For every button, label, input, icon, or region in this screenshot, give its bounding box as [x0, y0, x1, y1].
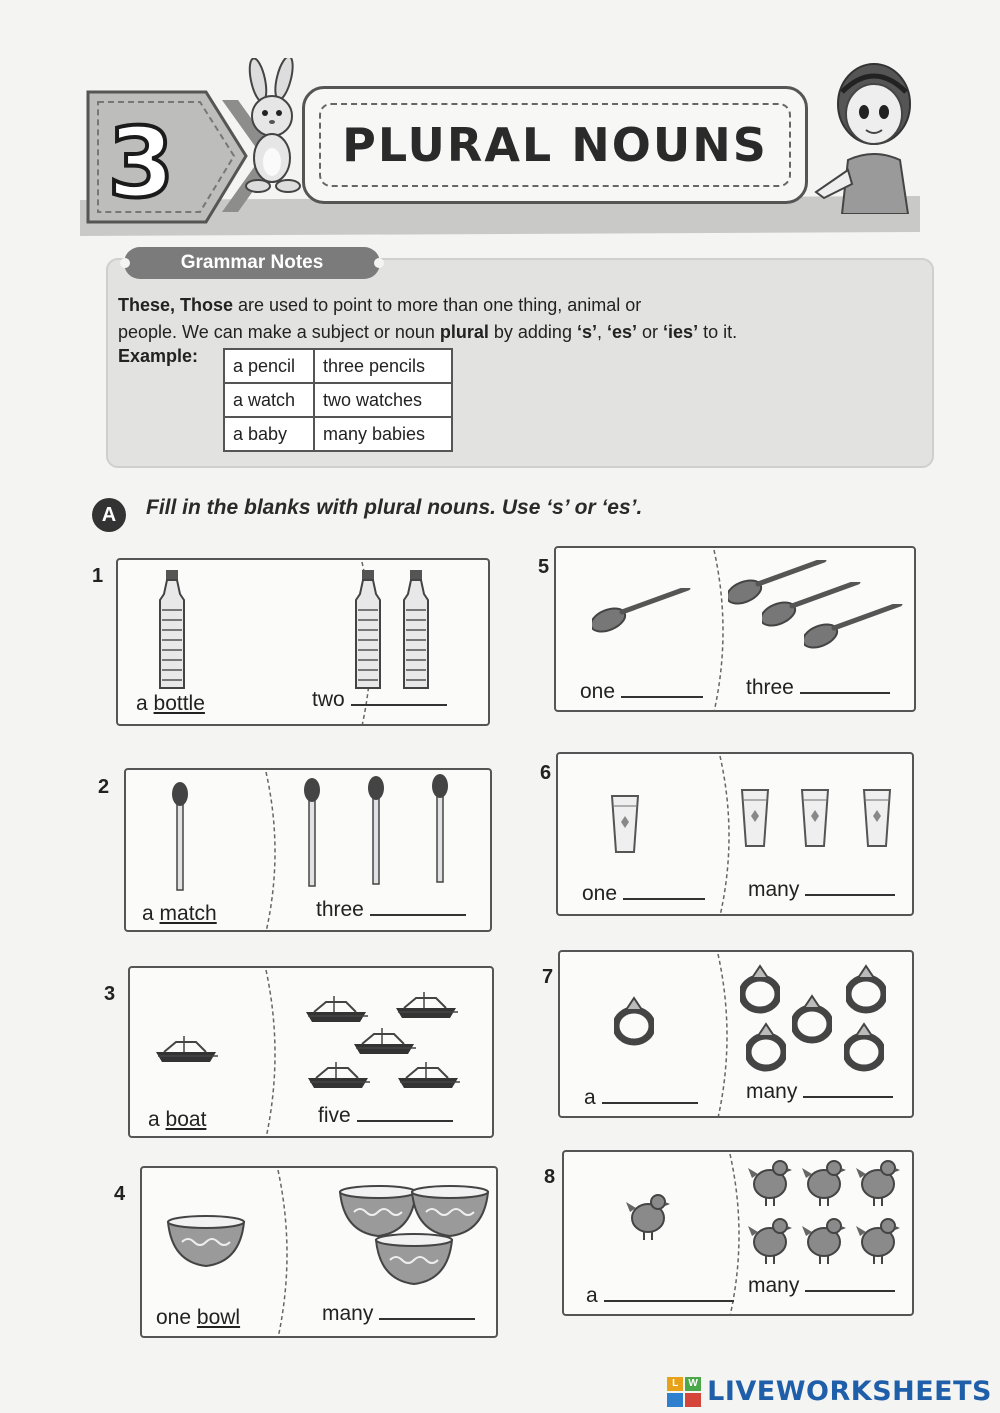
singular-label: one bowl — [156, 1306, 241, 1329]
singular-noun: match — [159, 902, 217, 925]
spoon-icon — [592, 588, 692, 638]
table-row — [224, 383, 452, 417]
answer-blank[interactable] — [803, 1080, 893, 1098]
hen-icon — [626, 1194, 672, 1242]
suffix-ies: ‘ies’ — [663, 322, 699, 342]
question-number: 1 — [92, 565, 104, 587]
plural-answer: many — [322, 1302, 475, 1326]
exercise-card-4 — [140, 1166, 498, 1338]
example-label: Example: — [118, 346, 199, 366]
singular-label: a boat — [148, 1108, 207, 1131]
card-divider — [268, 1168, 298, 1336]
example-singular: a pencil — [224, 349, 314, 383]
grammar-notes-text — [118, 292, 908, 346]
plural-answer: many — [746, 1080, 893, 1104]
exercise-card-2 — [124, 768, 492, 932]
plural-answer: many — [748, 878, 895, 902]
answer-blank[interactable] — [623, 882, 705, 900]
answer-blank[interactable] — [357, 1104, 453, 1122]
question-number: 7 — [542, 966, 554, 988]
notes-or: or — [637, 322, 664, 342]
card-divider — [256, 968, 286, 1136]
answer-blank[interactable] — [604, 1284, 734, 1302]
question-number: 8 — [544, 1166, 556, 1188]
singular-label: one — [580, 680, 703, 704]
bowl-icon — [166, 1214, 246, 1270]
question-number: 3 — [104, 983, 116, 1005]
bowl-icon — [374, 1232, 454, 1288]
answer-blank[interactable] — [602, 1086, 698, 1104]
footer-brand: LIVEWORKSHEETS — [707, 1376, 992, 1407]
singular-label: a bottle — [136, 692, 205, 715]
section-badge: A — [92, 498, 126, 532]
notes-line-2 — [118, 319, 908, 346]
plural-answer: three — [316, 898, 466, 922]
chapter-number: 3 — [107, 107, 175, 219]
logo-letter: W — [685, 1377, 701, 1391]
hen-icon — [802, 1160, 848, 1208]
exercise-card-5 — [554, 546, 916, 712]
match-icon — [304, 778, 320, 888]
table-row — [224, 417, 452, 451]
boat-icon — [354, 1026, 418, 1056]
ring-icon — [792, 994, 832, 1044]
liveworksheets-logo-icon — [667, 1377, 701, 1407]
singular-label: a — [584, 1086, 698, 1110]
notes-line-1-rest: are used to point to more than one thing, animal or — [233, 295, 642, 315]
grammar-notes-title: Grammar Notes — [180, 252, 324, 273]
card-divider — [708, 952, 738, 1116]
hen-icon — [802, 1218, 848, 1266]
title-frame — [302, 86, 808, 204]
question-number: 2 — [98, 776, 110, 798]
bottle-icon — [402, 570, 432, 690]
example-plural: three pencils — [314, 349, 452, 383]
hen-icon — [856, 1160, 902, 1208]
example-singular: a baby — [224, 417, 314, 451]
bunny-icon — [236, 58, 310, 198]
example-plural: two watches — [314, 383, 452, 417]
notes-line-2-b: by adding — [488, 322, 577, 342]
ring-icon — [740, 964, 780, 1014]
match-icon — [368, 776, 384, 886]
example-plural: many babies — [314, 417, 452, 451]
plural-answer: two — [312, 688, 447, 712]
answer-blank[interactable] — [370, 898, 466, 916]
answer-blank[interactable] — [805, 878, 895, 896]
question-number: 6 — [540, 762, 552, 784]
ring-icon — [846, 964, 886, 1014]
hen-icon — [748, 1218, 794, 1266]
singular-noun: bottle — [153, 692, 205, 715]
plural-answer: five — [318, 1104, 453, 1128]
hen-icon — [748, 1160, 794, 1208]
card-divider — [256, 770, 286, 930]
exercise-card-3 — [128, 966, 494, 1138]
singular-label: a — [586, 1284, 734, 1308]
glass-icon — [800, 788, 830, 848]
glass-icon — [740, 788, 770, 848]
question-number: 4 — [114, 1183, 126, 1205]
suffix-s: ‘s’ — [576, 322, 597, 342]
section-instruction: Fill in the blanks with plural nouns. Use ‘s’ or ‘es’. — [146, 496, 643, 519]
notes-keyword-plural: plural — [439, 322, 489, 342]
notes-line-2-a: people. We can make a subject or noun — [118, 322, 440, 342]
answer-blank[interactable] — [805, 1274, 895, 1292]
logo-letter: L — [667, 1377, 683, 1391]
notes-line-2-end: to it. — [698, 322, 738, 342]
ring-icon — [844, 1022, 884, 1072]
example-singular: a watch — [224, 383, 314, 417]
answer-blank[interactable] — [351, 688, 447, 706]
table-row — [224, 349, 452, 383]
girl-icon — [808, 52, 928, 214]
bottle-icon — [354, 570, 384, 690]
suffix-es: ‘es’ — [607, 322, 638, 342]
boat-icon — [398, 1060, 462, 1090]
answer-blank[interactable] — [800, 676, 890, 694]
exercise-card-7 — [558, 950, 914, 1118]
chapter-header — [0, 0, 1000, 240]
exercise-card-6 — [556, 752, 914, 916]
card-divider — [710, 754, 740, 914]
singular-label: one — [582, 882, 705, 906]
ring-icon — [614, 996, 654, 1046]
match-icon — [432, 774, 448, 884]
exercise-card-8 — [562, 1150, 914, 1316]
spoon-icon — [804, 604, 904, 654]
notes-separator: , — [596, 322, 607, 342]
boat-icon — [156, 1034, 220, 1064]
notes-line-1 — [118, 292, 908, 319]
exercise-card-1 — [116, 558, 490, 726]
question-number: 5 — [538, 556, 550, 578]
example-table — [223, 348, 453, 452]
plural-answer: many — [748, 1274, 895, 1298]
answer-blank[interactable] — [379, 1302, 475, 1320]
page-title: PLURAL NOUNS — [342, 118, 768, 172]
glass-icon — [862, 788, 892, 848]
boat-icon — [396, 990, 460, 1020]
ring-icon — [746, 1022, 786, 1072]
boat-icon — [306, 994, 370, 1024]
plural-answer: three — [746, 676, 890, 700]
singular-noun: boat — [165, 1108, 207, 1131]
glass-icon — [610, 794, 640, 854]
answer-blank[interactable] — [621, 680, 703, 698]
liveworksheets-footer[interactable] — [667, 1376, 992, 1407]
bottle-icon — [158, 570, 188, 690]
notes-keyword-these-those: These, Those — [118, 295, 234, 315]
hen-icon — [856, 1218, 902, 1266]
singular-noun: bowl — [196, 1306, 241, 1329]
grammar-notes-tab — [124, 247, 380, 279]
singular-label: a match — [142, 902, 217, 925]
boat-icon — [308, 1060, 372, 1090]
match-icon — [172, 782, 188, 892]
